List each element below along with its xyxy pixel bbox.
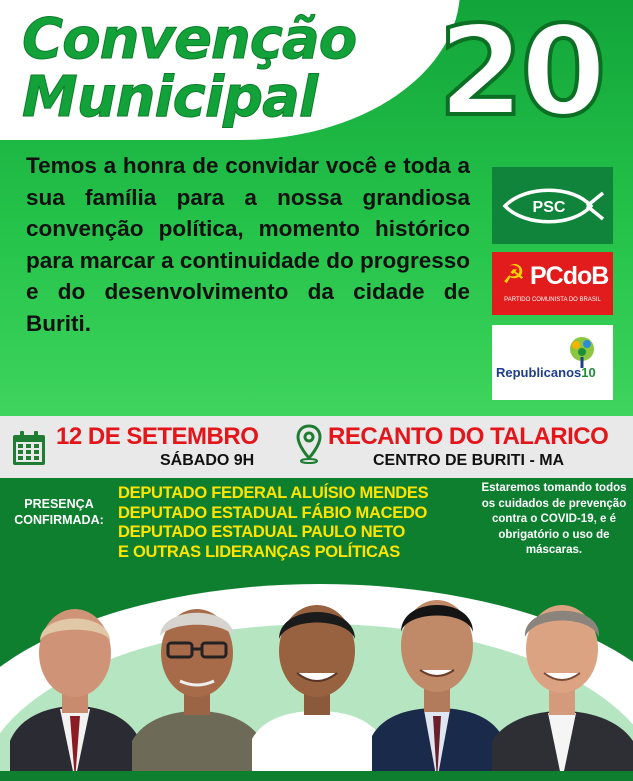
guest-list [118,484,478,562]
guest-item: E OUTRAS LIDERANÇAS POLÍTICAS [118,542,400,561]
guest-item: DEPUTADO ESTADUAL FÁBIO MACEDO [118,503,428,522]
candidates-photo-area [0,584,633,781]
presence-label: PRESENÇA CONFIRMADA: [14,497,104,527]
location-pin-icon [296,424,322,464]
person-photo-1 [10,591,140,781]
bottom-bar [0,771,633,781]
person-photo-5 [492,591,633,781]
calendar-icon [12,430,46,466]
fish-icon [499,183,607,229]
covid-notice: Estaremos tomando todos os cuidados de prevenção contra o COVID-19, e é obrigatório o uso de máscaras. [481,482,627,556]
republicanos-label [496,365,596,380]
event-date: 12 DE SETEMBRO [56,423,259,450]
guest-item: DEPUTADO FEDERAL ALUÍSIO MENDES [118,484,429,502]
pcdob-subtitle: PARTIDO COMUNISTA DO BRASIL [504,297,601,303]
republicanos-logo [492,325,613,400]
person-photo-3 [252,589,382,781]
title-line-2: Municipal [22,65,318,130]
guest-item: DEPUTADO ESTADUAL PAULO NETO [118,523,406,541]
title-line-1: Convenção [22,7,357,72]
republicanos-name: Republicanos [496,365,582,380]
invitation-text: Temos a honra de convidar você e toda a sua família para a nossa grandiosa convenção política, momento histórico para marcar a continuidade do progresso e do desenvolvimento da cidade de Buriti. [26,153,470,336]
psc-label: PSC [532,198,565,216]
hammer-sickle-icon: ☭ [502,260,526,290]
event-info-strip [0,416,633,478]
psc-logo [492,167,613,244]
person-photo-4 [372,586,502,781]
event-place: RECANTO DO TALARICO [328,423,609,450]
republicanos-number: 10 [581,365,596,380]
pcdob-label: PCdoB [530,262,609,290]
event-day-time: SÁBADO 9H [160,452,255,469]
pcdob-logo [492,252,613,315]
candidate-number: 20 [438,0,603,144]
person-photo-2 [132,591,262,781]
tree-icon [565,335,599,369]
event-city: CENTRO DE BURITI - MA [373,452,565,469]
